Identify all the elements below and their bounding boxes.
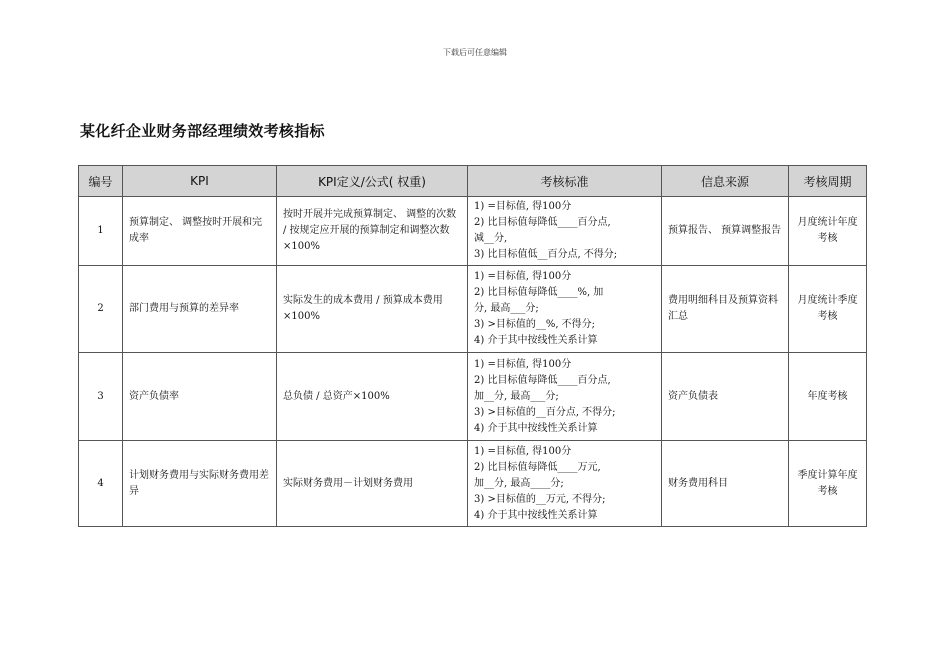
cell-standard bbox=[468, 266, 662, 353]
standard-line: 4) 介于其中按线性关系计算 bbox=[474, 509, 598, 521]
table-row bbox=[79, 441, 867, 527]
cell-no: 2 bbox=[79, 266, 123, 353]
cell-kpi: 部门费用与预算的差异率 bbox=[123, 266, 277, 353]
table-row bbox=[79, 197, 867, 266]
cell-period: 年度考核 bbox=[789, 353, 867, 441]
header-no: 编号 bbox=[79, 166, 123, 197]
standard-line: 3) 比目标值低__百分点, 不得分; bbox=[474, 249, 618, 260]
cell-definition: 实际财务费用－计划财务费用 bbox=[277, 441, 468, 527]
cell-standard bbox=[468, 197, 662, 266]
cell-definition: 按时开展并完成预算制定、 调整的次数 / 按规定应开展的预算制定和调整次数×100% bbox=[277, 197, 468, 266]
cell-source: 费用明细科目及预算资料汇总 bbox=[662, 266, 789, 353]
kpi-table bbox=[78, 165, 867, 527]
header-note: 下载后可任意编辑 bbox=[443, 48, 507, 57]
table-row bbox=[79, 353, 867, 441]
cell-standard bbox=[468, 441, 662, 527]
standard-line: 1) =目标值, 得100分 bbox=[474, 201, 572, 212]
header-period: 考核周期 bbox=[789, 166, 867, 197]
standard-line: 减__分, bbox=[474, 233, 508, 244]
standard-line: 1) =目标值, 得100分 bbox=[474, 271, 572, 282]
cell-source: 财务费用科目 bbox=[662, 441, 789, 527]
cell-definition: 总负债 / 总资产×100% bbox=[277, 353, 468, 441]
cell-source: 资产负债表 bbox=[662, 353, 789, 441]
document-title: 某化纤企业财务部经理绩效考核指标 bbox=[80, 122, 325, 140]
cell-period: 月度统计季度考核 bbox=[789, 266, 867, 353]
standard-line: 1) =目标值, 得100分 bbox=[474, 358, 572, 370]
header-definition: KPI定义/公式( 权重) bbox=[277, 166, 468, 197]
standard-line: 加__分, 最高____分; bbox=[474, 477, 564, 489]
standard-line: 2) 比目标值每降低____百分点, bbox=[474, 217, 611, 228]
standard-line: 1) =目标值, 得100分 bbox=[474, 445, 572, 457]
standard-line: 2) 比目标值每降低____%, 加 bbox=[474, 287, 604, 298]
standard-line: 4) 介于其中按线性关系计算 bbox=[474, 422, 598, 434]
table-row bbox=[79, 266, 867, 353]
cell-kpi: 预算制定、 调整按时开展和完成率 bbox=[123, 197, 277, 266]
table-header-row bbox=[79, 166, 867, 197]
standard-line: 分, 最高___分; bbox=[474, 303, 539, 314]
standard-line: 3) >目标值的__%, 不得分; bbox=[474, 319, 596, 330]
cell-kpi: 资产负债率 bbox=[123, 353, 277, 441]
standard-line: 2) 比目标值每降低____百分点, bbox=[474, 374, 611, 386]
cell-kpi: 计划财务费用与实际财务费用差异 bbox=[123, 441, 277, 527]
cell-period: 月度统计年度考核 bbox=[789, 197, 867, 266]
header-kpi: KPI bbox=[123, 166, 277, 197]
cell-standard bbox=[468, 353, 662, 441]
header-source: 信息来源 bbox=[662, 166, 789, 197]
cell-no: 3 bbox=[79, 353, 123, 441]
standard-line: 4) 介于其中按线性关系计算 bbox=[474, 335, 598, 346]
cell-no: 1 bbox=[79, 197, 123, 266]
cell-no: 4 bbox=[79, 441, 123, 527]
header-standard: 考核标准 bbox=[468, 166, 662, 197]
standard-line: 3) >目标值的__万元, 不得分; bbox=[474, 493, 606, 505]
cell-source: 预算报告、 预算调整报告 bbox=[662, 197, 789, 266]
cell-period: 季度计算年度考核 bbox=[789, 441, 867, 527]
standard-line: 3) >目标值的__百分点, 不得分; bbox=[474, 406, 616, 418]
standard-line: 加__分, 最高___分; bbox=[474, 390, 559, 402]
standard-line: 2) 比目标值每降低____万元, bbox=[474, 461, 601, 473]
cell-definition: 实际发生的成本费用 / 预算成本费用×100% bbox=[277, 266, 468, 353]
